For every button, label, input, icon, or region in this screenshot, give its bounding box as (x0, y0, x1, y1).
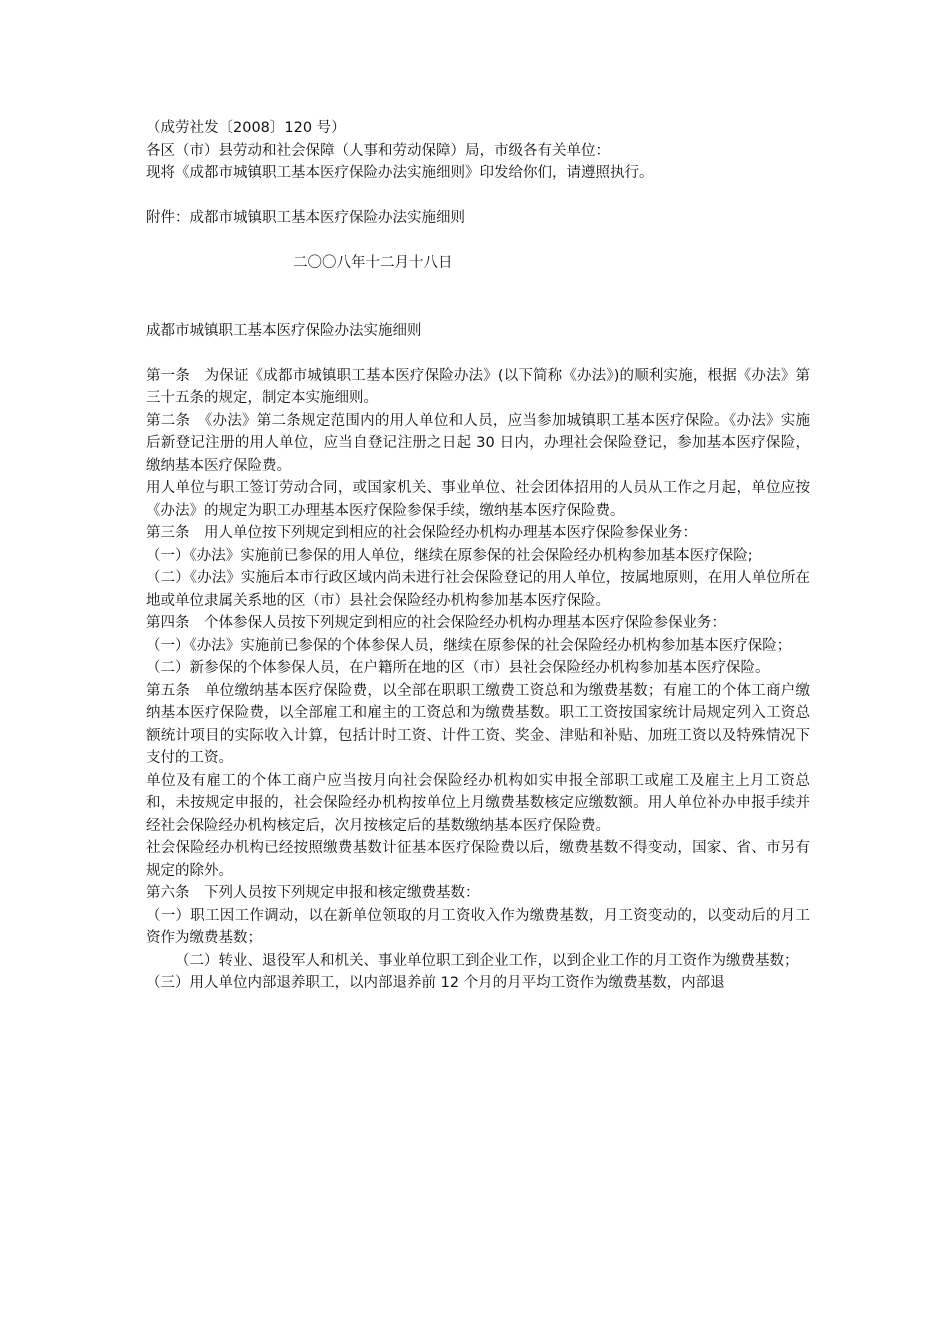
paragraph: 第四条 个体参保人员按下列规定到相应的社会保险经办机构办理基本医疗保险参保业务： (146, 615, 726, 631)
doc-number: （成劳社发〔2008〕120 号） (146, 120, 346, 136)
paragraph: （三）用人单位内部退养职工，以内部退养前 12 个月的月平均工资作为缴费基数，内部退 (146, 975, 725, 991)
paragraph: （二）《办法》实施后本市行政区域内尚未进行社会保险登记的用人单位，按属地原则，在用人单位所在地或单位隶属关系地的区（市）县社会保险经办机构参加基本医疗保险。 (146, 570, 810, 609)
paragraph: 第六条 下列人员按下列规定申报和核定缴费基数： (146, 885, 480, 901)
paragraph: 第二条 《办法》第二条规定范围内的用人单位和人员，应当参加城镇职工基本医疗保险。《办法》实施后新登记注册的用人单位，应当自登记注册之日起 30 日内，办理社会保险登记，参加基本医疗保险，缴纳基本医疗保险费。 (146, 412, 810, 474)
paragraph: （一）职工因工作调动，以在新单位领取的月工资收入作为缴费基数，月工资变动的，以变动后的月工资作为缴费基数； (146, 907, 810, 946)
paragraph: （二）新参保的个体参保人员，在户籍所在地的区（市）县社会保险经办机构参加基本医疗保险。 (146, 660, 770, 676)
paragraph: 单位及有雇工的个体工商户应当按月向社会保险经办机构如实申报全部职工或雇工及雇主上月工资总和，未按规定申报的，社会保险经办机构按单位上月缴费基数核定应缴数额。用人单位补办申报手续并经社会保险经办机构核定后，次月按核定后的基数缴纳基本医疗保险费。 (146, 772, 810, 834)
paragraph: 第三条 用人单位按下列规定到相应的社会保险经办机构办理基本医疗保险参保业务： (146, 525, 697, 541)
paragraph: 第五条 单位缴纳基本医疗保险费，以全部在职职工缴费工资总和为缴费基数；有雇工的个体工商户缴纳基本医疗保险费，以全部雇工和雇主的工资总和为缴费基数。职工工资按国家统计局规定列入工资总额统计项目的实际收入计算，包括计时工资、计件工资、奖金、津贴和补贴、加班工资以及特殊情况下支付的工资。 (146, 682, 810, 766)
paragraph: 用人单位与职工签订劳动合同，或国家机关、事业单位、社会团体招用的人员从工作之月起，单位应按《办法》的规定为职工办理基本医疗保险参保手续，缴纳基本医疗保险费。 (146, 480, 810, 519)
paragraph: （一）《办法》实施前已参保的用人单位，继续在原参保的社会保险经办机构参加基本医疗保险; (146, 547, 753, 564)
document-title: 成都市城镇职工基本医疗保险办法实施细则 (146, 322, 422, 339)
paragraph: 社会保险经办机构已经按照缴费基数计征基本医疗保险费以后，缴费基数不得变动，国家、省、市另有规定的除外。 (146, 840, 810, 879)
attachment-line: 附件：成都市城镇职工基本医疗保险办法实施细则 (146, 210, 465, 226)
issue-date: 二〇〇八年十二月十八日 (293, 255, 453, 271)
paragraph: （二）转业、退役军人和机关、事业单位职工到企业工作，以到企业工作的月工资作为缴费基数； (175, 952, 799, 969)
paragraph: （一）《办法》实施前已参保的个体参保人员，继续在原参保的社会保险经办机构参加基本医疗保险； (146, 637, 792, 654)
document-page (146, 117, 810, 995)
notice-text: 现将《成都市城镇职工基本医疗保险办法实施细则》印发给你们，请遵照执行。 (146, 165, 654, 181)
addressee: 各区（市）县劳动和社会保障（人事和劳动保障）局，市级各有关单位： (146, 142, 610, 159)
paragraph: 第一条 为保证《成都市城镇职工基本医疗保险办法》(以下简称《办法》)的顺利实施，根据《办法》第三十五条的规定，制定本实施细则。 (146, 367, 810, 406)
